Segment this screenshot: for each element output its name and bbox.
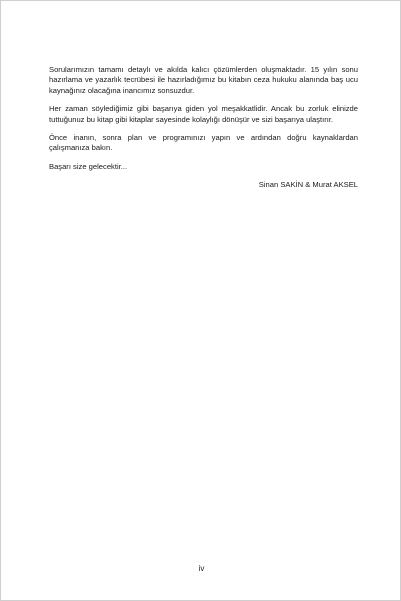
paragraph: Sorularımızın tamamı detaylı ve akılda kalıcı çözümlerden oluşmaktadır. 15 yılın sonu hazırlama ve yazarlık tecrübesi ile hazırladığımız bu kitabın ceza hukuku alanında baş ucu kaynağınız olacağına inancımız sonsuzdur. — [49, 65, 358, 95]
author-signature: Sinan SAKİN & Murat AKSEL — [258, 180, 358, 190]
page-number: iv — [198, 564, 205, 573]
paragraph: Önce inanın, sonra plan ve programınızı yapın ve ardından doğru kaynaklardan çalışmanıza bakın. — [49, 133, 358, 153]
paragraph: Her zaman söylediğimiz gibi başarıya giden yol meşakkatlidir. Ancak bu zorluk elinizde tuttuğunuz bu kitap gibi kitaplar sayesinde kolaylığı dönüşür ve sizi başarıya ulaştırır. — [49, 104, 358, 124]
paragraph: Başarı size gelecektir... — [49, 161, 128, 171]
preface-text — [49, 65, 358, 191]
